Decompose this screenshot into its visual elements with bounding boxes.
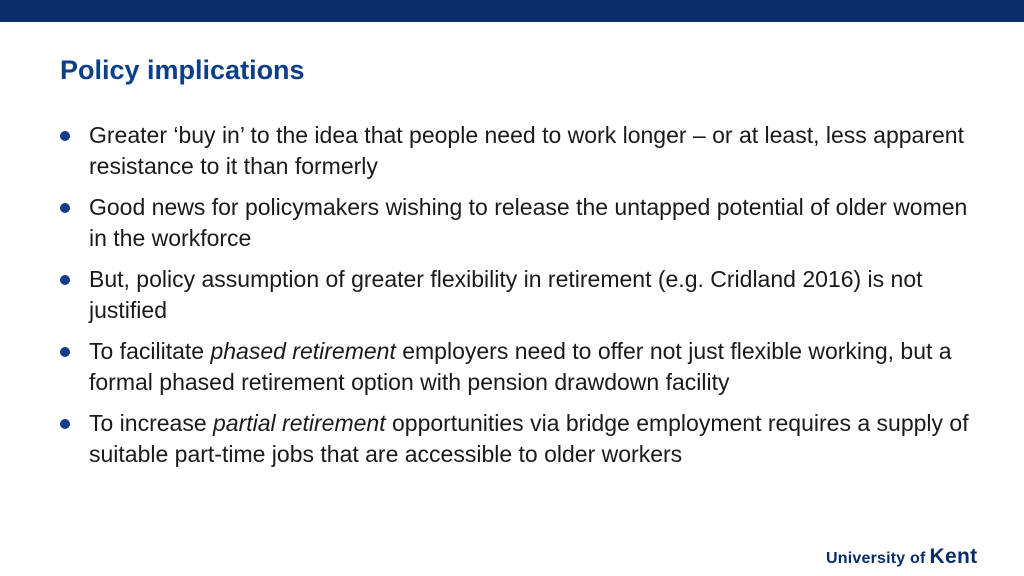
bullet-text: But, policy assumption of greater flexibility in retirement (e.g. Cridland 2016) is not justified bbox=[89, 266, 923, 323]
bullet-dot-icon bbox=[60, 419, 70, 429]
bullet-text: To increase bbox=[89, 410, 214, 436]
bullet-dot-icon bbox=[60, 275, 70, 285]
bullet-text: opportunities via bridge employment requires a supply of suitable part-time jobs that are accessible to older workers bbox=[89, 410, 969, 467]
bullet-item bbox=[60, 336, 990, 397]
bullet-dot-icon bbox=[60, 203, 70, 213]
bullet-item bbox=[60, 408, 990, 469]
bullet-item bbox=[60, 120, 990, 181]
bullet-dot-icon bbox=[60, 347, 70, 357]
bullet-list bbox=[60, 120, 990, 480]
bullet-emphasis: partial retirement bbox=[213, 410, 386, 436]
bullet-emphasis: phased retirement bbox=[210, 338, 396, 364]
bullet-text: employers need to offer not just flexible working, but a formal phased retirement option with pension drawdown facility bbox=[89, 338, 952, 395]
bullet-item bbox=[60, 192, 990, 253]
bullet-text: Good news for policymakers wishing to release the untapped potential of older women in the workforce bbox=[89, 194, 968, 251]
bullet-item bbox=[60, 264, 990, 325]
top-banner bbox=[0, 0, 1024, 22]
bullet-text: To facilitate bbox=[89, 338, 211, 364]
slide-title: Policy implications bbox=[60, 55, 305, 85]
bullet-dot-icon bbox=[60, 131, 70, 141]
bullet-text: Greater ‘buy in’ to the idea that people need to work longer – or at least, less apparent resistance to it than formerly bbox=[89, 122, 964, 179]
logo-prefix: University of bbox=[826, 550, 926, 567]
university-logo bbox=[826, 545, 977, 569]
logo-name: Kent bbox=[929, 545, 978, 568]
